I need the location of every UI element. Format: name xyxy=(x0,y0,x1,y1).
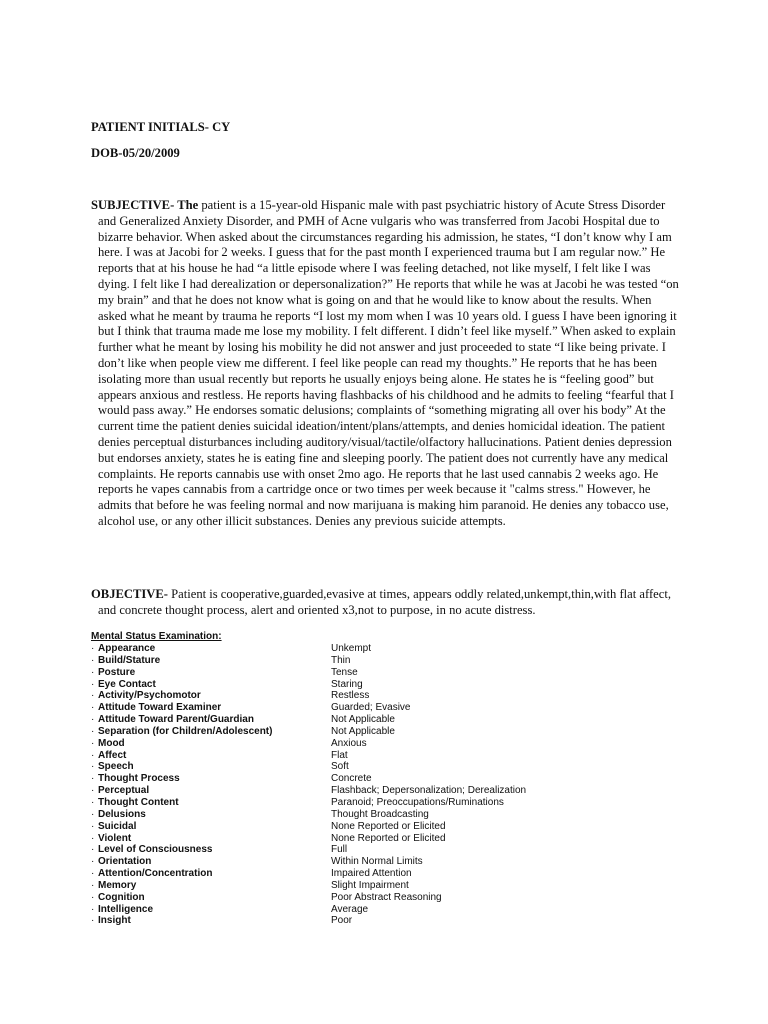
mse-bullet: · xyxy=(91,903,95,915)
mse-value: Concrete xyxy=(331,773,372,785)
objective-text: Patient is cooperative,guarded,evasive at times, appears oddly related,unkempt,thin,with flat affect, xyxy=(167,587,671,601)
subjective-text: patient is a 15-year-old Hispanic male with past psychiatric history of Acute Stress Disorder xyxy=(198,198,666,212)
mse-bullet: · xyxy=(91,654,95,666)
subjective-text: reports he vapes cannabis from a cartridge once or two times per week because it "calms stress." However, he xyxy=(98,482,651,497)
mse-label: Suicidal xyxy=(98,820,137,832)
subjective-text: denies perceptual disturbances including auditory/visual/tactile/olfactory hallucinations. Patient denies depression xyxy=(98,434,672,449)
mse-value: None Reported or Elicited xyxy=(331,832,446,844)
subjective-line xyxy=(91,419,691,435)
mse-value: Thin xyxy=(331,654,351,666)
mse-row xyxy=(91,904,591,916)
date-of-birth: DOB-05/20/2009 xyxy=(91,146,180,160)
subjective-line xyxy=(91,514,691,530)
subjective-text: but endorses anxiety, states he is eating fine and sleeping poorly. The patient does not currently have any medical xyxy=(98,450,669,465)
mse-bullet: · xyxy=(91,891,95,903)
mse-row xyxy=(91,868,591,880)
mse-label: Attitude Toward Parent/Guardian xyxy=(98,714,254,726)
mse-bullet: · xyxy=(91,796,95,808)
mse-label: Separation (for Children/Adolescent) xyxy=(98,725,273,737)
mse-value: Tense xyxy=(331,666,358,678)
objective-section xyxy=(91,587,691,619)
subjective-text: complaints. He reports cannabis use with onset 2mo ago. He reports that he last used cannabis 2 weeks ago. He xyxy=(98,466,659,481)
mse-label: Affect xyxy=(98,749,127,761)
subjective-line xyxy=(91,403,691,419)
mse-bullet: · xyxy=(91,714,95,726)
mse-row xyxy=(91,856,591,868)
mse-value: Unkempt xyxy=(331,643,372,654)
mse-value: None Reported or Elicited xyxy=(331,820,446,832)
mse-value: Impaired Attention xyxy=(331,868,412,880)
mse-label: Insight xyxy=(98,915,131,927)
mse-row xyxy=(91,797,591,809)
subjective-line xyxy=(91,388,691,404)
mse-bullet: · xyxy=(91,808,95,820)
mse-value: Thought Broadcasting xyxy=(331,808,429,820)
subjective-text: reports that at his house he had “a little episode where I was feeling detached, not like myself, I felt like I was xyxy=(98,261,651,276)
mse-row xyxy=(91,915,591,927)
mse-row xyxy=(91,880,591,892)
mse-bullet: · xyxy=(91,749,95,761)
mse-row xyxy=(91,643,591,655)
mse-label: Thought Content xyxy=(98,796,179,808)
mse-value: Full xyxy=(331,844,348,856)
mse-bullet: · xyxy=(91,690,95,702)
mse-label: Eye Contact xyxy=(98,678,156,690)
mse-row xyxy=(91,761,591,773)
subjective-text: here. I was at Jacobi for 2 weeks. I guess that for the past month I experienced trauma but I am regular now.” He xyxy=(98,245,666,260)
mse-row xyxy=(91,726,591,738)
mse-row xyxy=(91,844,591,856)
subjective-text: isolating more than usual recently but reports he usually enjoys being alone. He states he is “feeling good” but xyxy=(98,371,654,386)
subjective-line xyxy=(91,482,691,498)
mse-label: Attention/Concentration xyxy=(98,868,213,880)
mse-label: Build/Stature xyxy=(98,654,161,666)
mse-value: Flat xyxy=(331,749,348,761)
mse-row xyxy=(91,702,591,714)
mse-bullet: · xyxy=(91,820,95,832)
mse-row xyxy=(91,892,591,904)
mse-bullet: · xyxy=(91,856,95,868)
mse-title: Mental Status Examination: xyxy=(91,631,222,642)
mse-row xyxy=(91,667,591,679)
subjective-line xyxy=(91,324,691,340)
subjective-line xyxy=(91,198,691,214)
mse-bullet: · xyxy=(91,844,95,856)
subjective-text: current time the patient denies suicidal ideation/intent/plans/attempts, and denies homicidal ideation. The patient xyxy=(98,419,666,434)
subjective-text: would pass away.” He endorses somatic delusions; complaints of “something migrating all over his body” At the xyxy=(98,403,666,418)
subjective-line xyxy=(91,214,691,230)
mse-value: Staring xyxy=(331,678,363,690)
subjective-text: and Generalized Anxiety Disorder, and PMH of Acne vulgaris who was transferred from Jacobi Hospital due to xyxy=(98,213,660,228)
mse-label: Delusions xyxy=(98,808,146,820)
subjective-paragraph xyxy=(91,198,691,530)
subjective-line xyxy=(91,451,691,467)
subjective-line xyxy=(91,293,691,309)
subjective-line xyxy=(91,372,691,388)
mse-value: Not Applicable xyxy=(331,725,395,737)
subjective-line xyxy=(91,467,691,483)
subjective-text: asked what he meant by trauma he reports “I lost my mom when I was 10 years old. I guess I have been ignoring it xyxy=(98,308,677,323)
mse-row xyxy=(91,809,591,821)
mse-row xyxy=(91,785,591,797)
subjective-heading: SUBJECTIVE- The xyxy=(91,198,199,212)
subjective-text: further what he meant by losing his mobility he did not answer and just proceeded to state “I like being private. I xyxy=(98,340,666,355)
mse-label: Attitude Toward Examiner xyxy=(98,702,222,714)
mse-label: Posture xyxy=(98,666,136,678)
mse-row xyxy=(91,679,591,691)
mse-label: Cognition xyxy=(98,891,145,903)
mse-row xyxy=(91,821,591,833)
mse-value: Paranoid; Preoccupations/Ruminations xyxy=(331,796,504,808)
subjective-line xyxy=(91,498,691,514)
mse-row xyxy=(91,833,591,845)
subjective-text: dying. I felt like I had derealization or depersonalization?” He reports that while he was at Jacobi he was tested “on xyxy=(98,276,679,291)
mse-bullet: · xyxy=(91,643,95,654)
subjective-line xyxy=(91,309,691,325)
mse-bullet: · xyxy=(91,702,95,714)
subjective-text: alcohol use, or any other illicit substances. Denies any previous suicide attempts. xyxy=(98,513,506,528)
subjective-line xyxy=(91,356,691,372)
mse-row xyxy=(91,750,591,762)
mse-label: Speech xyxy=(98,761,134,773)
mse-label: Thought Process xyxy=(98,773,180,785)
mse-label: Memory xyxy=(98,879,137,891)
mse-value: Restless xyxy=(331,690,370,702)
subjective-section xyxy=(91,198,691,530)
subjective-line xyxy=(91,230,691,246)
mse-row xyxy=(91,773,591,785)
mse-value: Slight Impairment xyxy=(331,879,409,891)
mse-bullet: · xyxy=(91,761,95,773)
mse-label: Intelligence xyxy=(98,903,154,915)
mse-list xyxy=(91,643,591,927)
subjective-text: appears anxious and restless. He reports having flashbacks of his childhood and he admits to feeling “fearful that I xyxy=(98,387,674,402)
subjective-line xyxy=(91,245,691,261)
mse-bullet: · xyxy=(91,666,95,678)
mse-value: Poor xyxy=(331,915,353,927)
mse-label: Appearance xyxy=(98,643,156,654)
subjective-text: admits that before he was feeling normal and now marijuana is making him paranoid. He denies any tobacco use, xyxy=(98,498,669,513)
mse-value: Soft xyxy=(331,761,349,773)
subjective-text: but I think that trauma made me lose my mobility. I felt different. I didn’t feel like myself.” When asked to explain xyxy=(98,324,676,339)
subjective-text: don’t like when people view me different. I feel like people can read my thoughts.” He reports that he has been xyxy=(98,355,658,370)
mse-row xyxy=(91,655,591,667)
mse-bullet: · xyxy=(91,737,95,749)
mse-value: Within Normal Limits xyxy=(331,856,423,868)
objective-heading: OBJECTIVE- xyxy=(91,587,168,601)
mse-row xyxy=(91,690,591,702)
mse-bullet: · xyxy=(91,879,95,891)
objective-line xyxy=(91,603,691,619)
objective-text: and concrete thought process, alert and oriented x3,not to purpose, in no acute distress. xyxy=(98,602,536,617)
mse-label: Orientation xyxy=(98,856,152,868)
mse-row xyxy=(91,738,591,750)
subjective-text: bizarre behavior. When asked about the circumstances regarding his admission, he states, “I don’t know why I am xyxy=(98,229,672,244)
mse-label: Mood xyxy=(98,737,125,749)
subjective-line xyxy=(91,277,691,293)
mse-label: Perceptual xyxy=(98,785,150,797)
mse-label: Activity/Psychomotor xyxy=(98,690,201,702)
subjective-line xyxy=(91,435,691,451)
mse-bullet: · xyxy=(91,915,95,927)
mse-value: Anxious xyxy=(331,737,367,749)
subjective-line xyxy=(91,340,691,356)
mse-label: Violent xyxy=(98,832,132,844)
patient-initials: PATIENT INITIALS- CY xyxy=(91,120,231,134)
objective-paragraph xyxy=(91,587,691,619)
mse-bullet: · xyxy=(91,725,95,737)
subjective-line xyxy=(91,261,691,277)
objective-line xyxy=(91,587,691,603)
mse-value: Not Applicable xyxy=(331,714,395,726)
mse-value: Average xyxy=(331,903,369,915)
mse-bullet: · xyxy=(91,678,95,690)
mse-value: Guarded; Evasive xyxy=(331,702,411,714)
mse-bullet: · xyxy=(91,832,95,844)
mse-row xyxy=(91,714,591,726)
mse-bullet: · xyxy=(91,868,95,880)
mse-value: Flashback; Depersonalization; Derealization xyxy=(331,785,527,797)
mse-label: Level of Consciousness xyxy=(98,844,213,856)
subjective-text: my brain” and that he does not know what is going on and that he would like to know about the results. When xyxy=(98,292,652,307)
mse-value: Poor Abstract Reasoning xyxy=(331,891,442,903)
mse-bullet: · xyxy=(91,785,95,797)
mse-bullet: · xyxy=(91,773,95,785)
